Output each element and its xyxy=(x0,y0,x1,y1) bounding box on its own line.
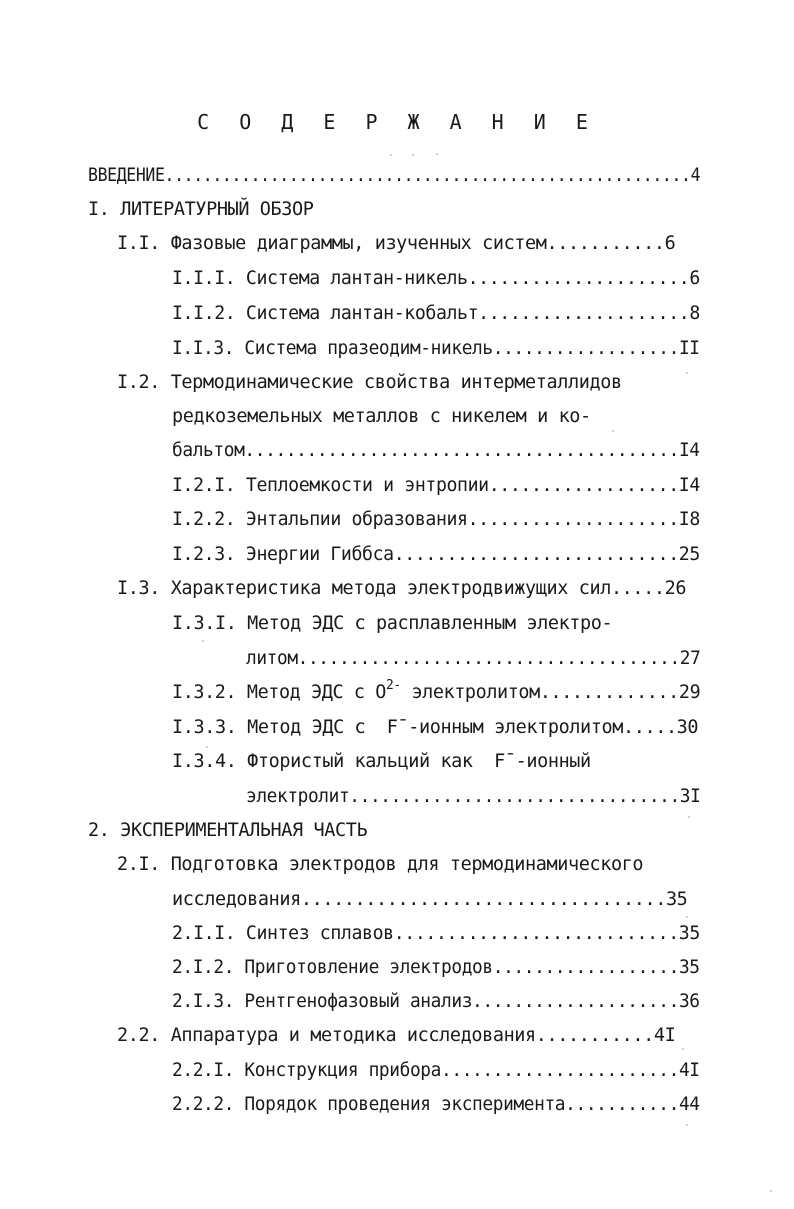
toc-section-heading: 2. ЭКСПЕРИМЕНТАЛЬНАЯ ЧАСТЬ xyxy=(88,820,368,841)
toc-entry: I.3.4. Фтористый кальций как F¯-ионный xyxy=(172,751,591,772)
superscript-charge: 2- xyxy=(385,678,401,693)
toc-entry: 2.I. Подготовка электродов для термодинамического xyxy=(117,854,644,875)
toc-entry: I.2.2. Энтальпии образования....................I8 xyxy=(172,509,700,530)
page-title: С О Д Е Р Ж А Н И Е xyxy=(197,110,597,134)
toc-entry: 2.2.I. Конструкция прибора.......................4I xyxy=(172,1060,700,1081)
toc-entry: 2.2.2. Порядок проведения эксперимента...........44 xyxy=(172,1094,700,1115)
scan-speck xyxy=(612,430,614,432)
toc-entry: I.3.I. Метод ЭДС с расплавленным электро- xyxy=(172,613,613,634)
toc-entry-continuation: бальтом..........................................I4 xyxy=(172,440,700,461)
toc-entry: I.I.I. Система лантан-никель.....................6 xyxy=(172,268,700,289)
toc-entry: 2.2. Аппаратура и методика исследования...........4I xyxy=(117,1025,676,1046)
toc-entry: I.2.I. Теплоемкости и энтропии..................I4 xyxy=(172,475,700,496)
scan-speck xyxy=(686,372,688,374)
toc-entry: I.I.3. Система празеодим-никель..................II xyxy=(172,338,700,359)
toc-entry: I.I. Фазовые диаграммы, изученных систем...........6 xyxy=(117,233,676,254)
scan-speck xyxy=(390,154,392,156)
scan-speck xyxy=(688,816,690,818)
toc-entry: I.2.3. Энергии Гиббса...........................25 xyxy=(172,544,700,565)
toc-entry xyxy=(172,678,701,705)
toc-entry-continuation: литом.....................................27 xyxy=(246,648,701,669)
scan-speck xyxy=(686,916,688,918)
toc-entry: I.3. Характеристика метода электродвижущих сил.....26 xyxy=(117,578,687,599)
toc-entry: 2.I.3. Рентгенофазовый анализ....................36 xyxy=(172,991,700,1012)
toc-entry-continuation: исследования..................................35 xyxy=(172,889,688,910)
scan-speck xyxy=(412,154,414,156)
toc-entry: 2.I.2. Приготовление электродов..................35 xyxy=(172,957,700,978)
scan-speck xyxy=(770,1190,772,1192)
toc-entry: I.3.3. Метод ЭДС с F¯-ионным электролитом.....30 xyxy=(172,717,699,738)
toc-entry-continuation: редкоземельных металлов с никелем и ко- xyxy=(172,406,591,427)
toc-entry: I.I.2. Система лантан-кобальт....................8 xyxy=(172,303,700,324)
toc-section-heading: I. ЛИТЕРАТУРНЫЙ ОБЗОР xyxy=(88,199,314,220)
scan-speck xyxy=(682,1048,684,1050)
scan-speck xyxy=(436,153,438,155)
toc-entry-continuation: электролит................................3I xyxy=(246,786,701,807)
scan-speck xyxy=(686,1124,688,1126)
toc-entry-text: электролитом.............29 xyxy=(400,682,701,703)
toc-entry: ВВЕДЕНИЕ.......................................................4 xyxy=(88,165,701,186)
scan-speck xyxy=(202,640,204,642)
toc-entry: 2.I.I. Синтез сплавов...........................35 xyxy=(172,923,700,944)
toc-entry: I.2. Термодинамические свойства интерметаллидов xyxy=(117,372,622,393)
toc-entry-text: I.3.2. Метод ЭДС с O xyxy=(172,682,386,703)
scan-speck xyxy=(206,746,208,748)
